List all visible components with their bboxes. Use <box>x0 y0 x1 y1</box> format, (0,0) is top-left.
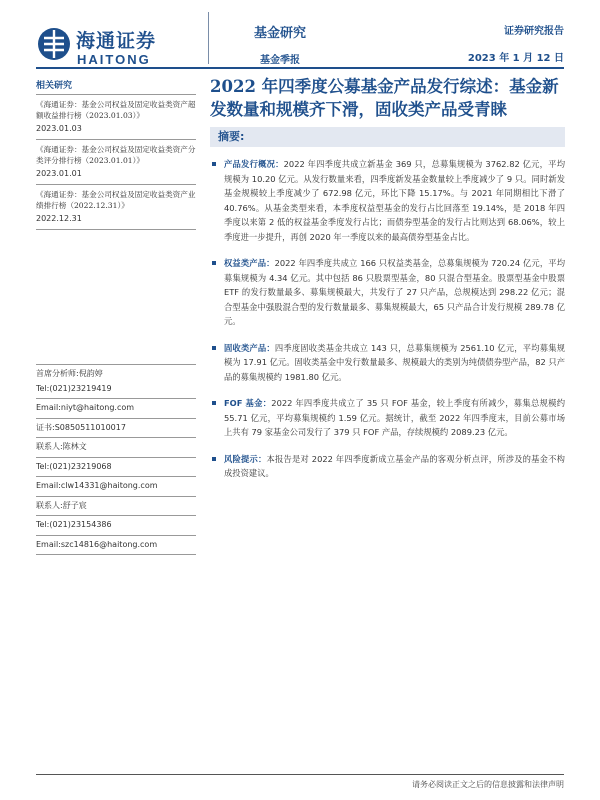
report-title: 2022 年四季度公募基金产品发行综述：基金新发数量和规模齐下滑，固收类产品受青睐 <box>210 77 559 119</box>
divider <box>36 437 196 438</box>
report-type: 证券研究报告 <box>504 26 564 37</box>
bullet-fof-funds <box>210 396 565 440</box>
related-item[interactable] <box>36 144 196 180</box>
abstract-heading: 摘要: <box>210 127 565 147</box>
bullet-fixed-income-products <box>210 341 565 385</box>
analyst-tel: Tel:(021)23154386 <box>36 520 112 529</box>
bullet-text: 2022 年四季度共成立了 35 只 FOF 基金，较上季度有所减少，募集总规模约 55.71 亿元，平均募集规模约 1.59 亿元。据统计，截至 2022 年四季度末，目前公募市场上共有 79 家基金公司发行了 379 只 FOF 产品，存续规模约 2089.23 亿元。 <box>224 398 565 437</box>
header-divider <box>208 12 209 64</box>
category-label: 基金研究 <box>253 26 306 41</box>
report-date: 2023 年 1 月 12 日 <box>467 53 564 64</box>
related-item-title: 《海通证券：基金公司权益及固定收益类资产业绩排行榜（2022.12.31）》 <box>36 190 196 210</box>
divider <box>36 398 196 399</box>
divider <box>36 364 196 365</box>
page-footer <box>36 774 564 790</box>
analyst-contacts <box>36 362 196 557</box>
analyst-email[interactable]: Email:clw14331@haitong.com <box>36 481 158 490</box>
analyst-tel: Tel:(021)23219068 <box>36 461 112 471</box>
disclaimer-text: 请务必阅读正文之后的信息披露和法律声明 <box>412 780 564 789</box>
divider <box>36 184 196 185</box>
analyst-cert: 证书:S0850511010017 <box>36 422 126 432</box>
divider <box>36 418 196 419</box>
logo-english-name: HAITONG <box>77 52 151 67</box>
analyst-role: 联系人:舒子宸 <box>36 500 87 510</box>
related-item[interactable] <box>36 189 196 225</box>
haitong-logo-icon <box>36 26 72 62</box>
related-title: 相关研究 <box>36 81 73 91</box>
bullet-label: FOF 基金： <box>224 398 272 408</box>
bullet-text: 本报告是对 2022 年四季度新成立基金产品的客观分析点评，所涉及的基金不构成投资建议。 <box>224 453 565 478</box>
bullet-label: 风险提示： <box>224 453 267 464</box>
divider <box>36 229 196 230</box>
related-item-date: 2023.01.03 <box>36 124 82 133</box>
divider <box>36 476 196 477</box>
bullet-label: 产品发行概况： <box>224 159 284 169</box>
related-item-title: 《海通证券：基金公司权益及固定收益类资产超额收益排行榜（2023.01.03）》 <box>36 100 196 120</box>
bullet-issuance-overview <box>210 157 565 244</box>
divider <box>36 554 196 555</box>
related-research <box>36 78 196 234</box>
main-content <box>210 75 565 493</box>
analyst-email[interactable]: Email:niyt@haitong.com <box>36 403 135 412</box>
divider <box>36 535 196 536</box>
bullet-risk-warning <box>210 452 565 481</box>
related-item-date: 2023.01.01 <box>36 169 82 178</box>
analyst-tel: Tel:(021)23219419 <box>36 383 112 393</box>
analyst-role: 联系人:陈林文 <box>36 442 87 451</box>
bullet-text: 2022 年四季度共成立 166 只权益类基金，总募集规模为 720.24 亿元，平均募集规模为 4.34 亿元。其中包括 86 只股票型基金，80 只混合型基金。股票型基金中股票 ETF 的发行数量最多、募集规模最大，共发行了 27 只产品，总规模达到 298.22 亿元；混合型基金中强股混合型的发行数量最多、募集规模最大，65 只产品合计发行规模 289.78 亿元。 <box>224 258 565 326</box>
divider <box>36 515 196 516</box>
abstract-bullets <box>210 157 565 481</box>
related-item-date: 2022.12.31 <box>36 214 82 223</box>
report-category <box>210 22 350 66</box>
bullet-label: 权益类产品： <box>224 258 275 268</box>
logo-chinese-name: 海通证券 <box>76 30 157 52</box>
divider <box>36 94 196 95</box>
related-item-title: 《海通证券：基金公司权益及固定收益类资产分类评分排行榜（2023.01.01）》 <box>36 145 196 165</box>
analyst-email[interactable]: Email:szc14816@haitong.com <box>36 539 158 549</box>
bullet-label: 固收类产品： <box>224 342 275 353</box>
header-rule <box>36 67 564 69</box>
analyst-role: 首席分析师:倪韵婷 <box>36 369 103 378</box>
divider <box>36 139 196 140</box>
report-meta <box>468 22 564 64</box>
bullet-text: 四季度固收类基金共成立 143 只，总募集规模为 2561.10 亿元，平均募集规模为 17.91 亿元。固收类基金中发行数量最多、规模最大的类别为纯债债券型产品，82 只产品的募集规模约 1981.80 亿元。 <box>224 342 565 382</box>
divider <box>36 457 196 458</box>
footer-rule <box>36 774 564 775</box>
divider <box>36 496 196 497</box>
bullet-text: 2022 年四季度共成立新基金 369 只，总募集规模为 3762.82 亿元，平均规模为 10.20 亿元。从发行数量来看，四季度新发基金数量较上季度减少了 9 只。同时新发基金规模较上季度减少了 672.98 亿元，环比下降 15.17%。与 2021 年同期相比下滑了 40.76%。从基金类型来看，本季度权益型基金的发行占比回落至 19.14%，是 2018 年四季度以来第 2 低的权益基金季度发行占比；而债券型基金的发行占比则达到 68.06%，较上季度进一步提升，再创 2020 年一季度以来的最高债券型基金占比。 <box>224 159 565 242</box>
subcategory-label: 基金季报 <box>260 55 300 66</box>
bullet-equity-products <box>210 256 565 329</box>
company-logo <box>36 24 166 70</box>
related-item[interactable] <box>36 99 196 135</box>
